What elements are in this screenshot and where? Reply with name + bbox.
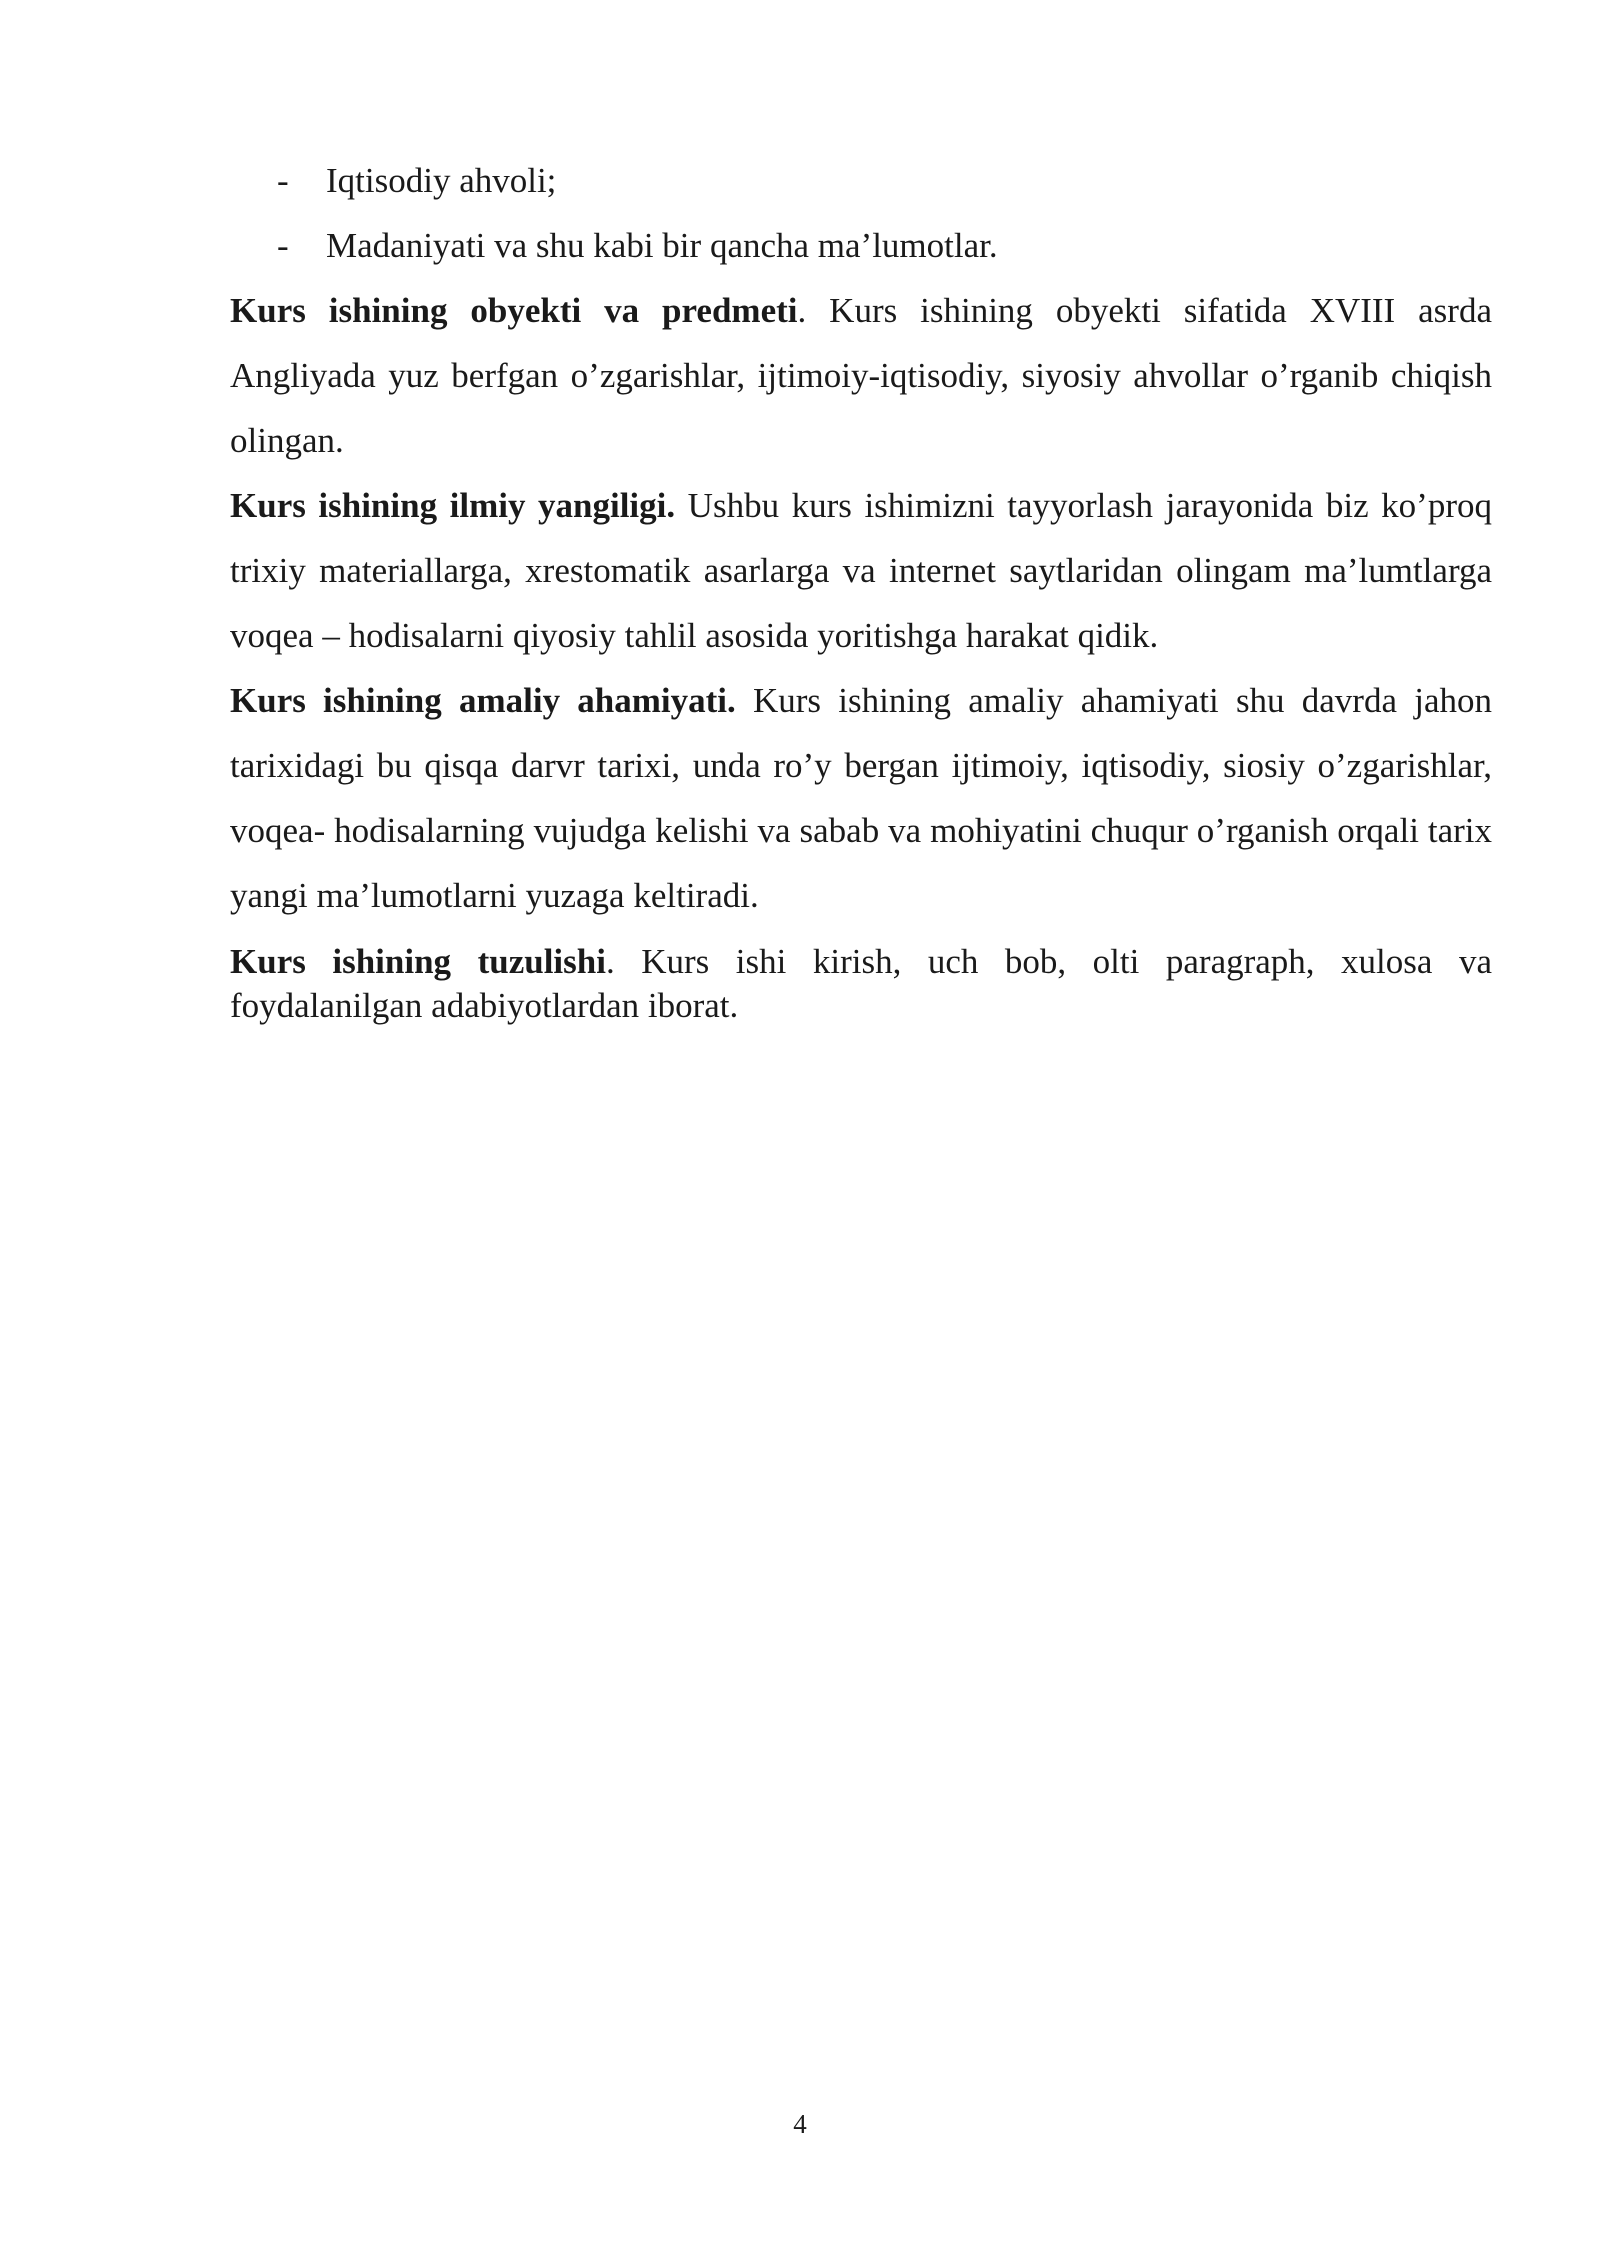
- paragraph-text: Kurs ishining amaliy ahamiyati shu davrda jahon tarixidagi bu qisqa darvr tarixi, unda ro’y bergan ijtimoiy, iqtisodiy, siosiy o’zgarishlar, voqea- hodisalarning vujudga kelishi va sabab va mohiyatini chuqur o’rganish orqali tarix yangi ma’lumotlarni yuzaga keltiradi.: [230, 681, 1492, 915]
- list-item-text: Madaniyati va shu kabi bir qancha ma’lumotlar.: [326, 226, 998, 265]
- paragraph-structure: [230, 940, 1492, 1028]
- paragraph-text: . Kurs ishi kirish, uch bob, olti paragraph, xulosa va foydalanilgan adabiyotlardan iborat.: [230, 942, 1492, 1025]
- paragraph-heading: Kurs ishining tuzulishi: [230, 942, 606, 981]
- list-item: [230, 148, 1492, 213]
- paragraph-object-subject: [230, 278, 1492, 473]
- paragraph-text: . Kurs ishining obyekti sifatida XVIII asrda Angliyada yuz berfgan o’zgarishlar, ijtimoiy-iqtisodiy, siyosiy ahvollar o’rganib chiqish olingan.: [230, 291, 1492, 460]
- paragraph-heading: Kurs ishining obyekti va predmeti: [230, 291, 798, 330]
- paragraph-heading: Kurs ishining amaliy ahamiyati.: [230, 681, 736, 720]
- paragraph-text: Ushbu kurs ishimizni tayyorlash jarayonida biz ko’proq trixiy materiallarga, xrestomatik asarlarga va internet saytlaridan olingam ma’lumtlarga voqea – hodisalarni qiyosiy tahlil asosida yoritishga harakat qidik.: [230, 486, 1492, 655]
- page-content: [230, 148, 1492, 1028]
- list-item: [230, 213, 1492, 278]
- list-marker: -: [277, 226, 289, 265]
- paragraph-heading: Kurs ishining ilmiy yangiligi.: [230, 486, 676, 525]
- page-number: 4: [793, 2109, 807, 2139]
- paragraph-scientific-novelty: [230, 473, 1492, 668]
- list-marker: -: [277, 161, 289, 200]
- list-item-text: Iqtisodiy ahvoli;: [326, 161, 557, 200]
- paragraph-practical-importance: [230, 668, 1492, 928]
